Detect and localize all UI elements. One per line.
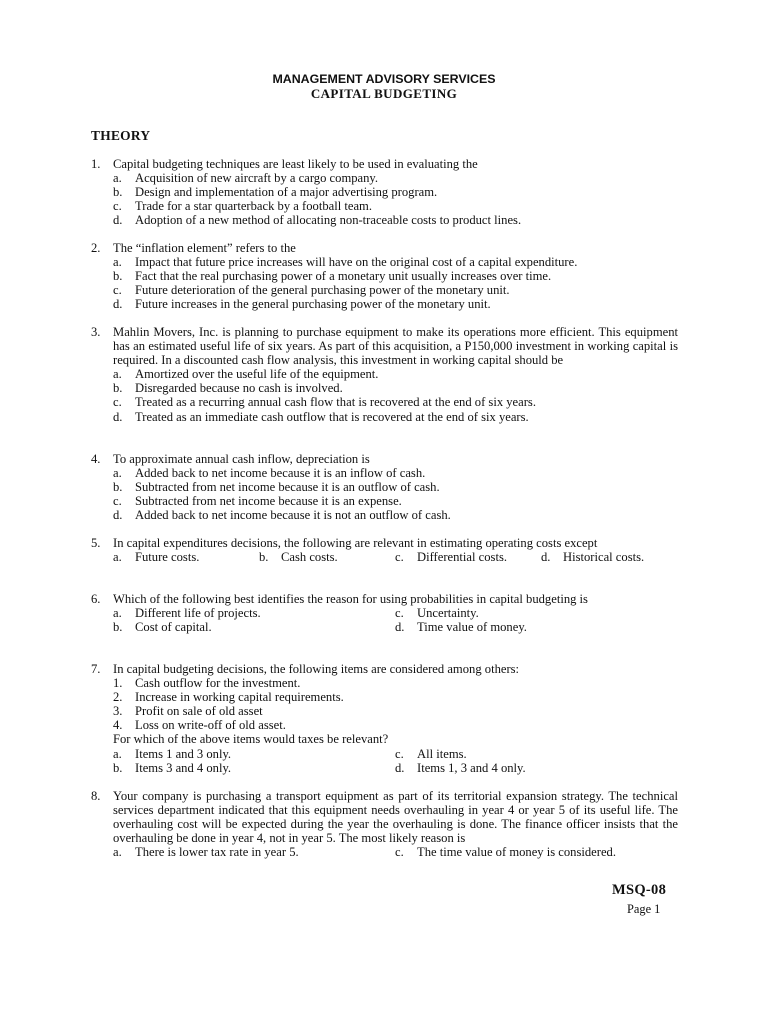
option-letter: d.	[113, 508, 123, 523]
option-b	[113, 761, 395, 775]
item-number: 1.	[113, 676, 123, 691]
question-5	[91, 536, 678, 564]
question-stem: The “inflation element” refers to the	[113, 241, 296, 255]
option-d	[113, 297, 678, 311]
option-b	[113, 269, 678, 283]
option-c	[113, 199, 678, 213]
option-letter: a.	[113, 606, 122, 621]
option-text: There is lower tax rate in year 5.	[135, 845, 299, 860]
question-stem: Your company is purchasing a transport equipment as part of its territorial expansion strategy. The technical services department indicated that this equipment needs overhauling in year 4 or year 5 of its useful life. The overhauling cost will be expected during the year the overhauling is done. The finance officer insists that the overhauling be done in year 4, not in year 5. The most likely reason is	[113, 789, 678, 846]
option-text: All items.	[417, 746, 467, 761]
option-letter: d.	[113, 409, 123, 424]
options-row	[113, 606, 678, 620]
option-letter: a.	[113, 550, 122, 565]
option-letter: c.	[113, 199, 122, 214]
option-text: Future increases in the general purchasing power of the monetary unit.	[135, 297, 491, 312]
option-text: Impact that future price increases will have on the original cost of a capital expenditure.	[135, 255, 578, 270]
option-text: Acquisition of new aircraft by a cargo company.	[135, 171, 379, 186]
option-b	[113, 480, 678, 494]
option-text: Design and implementation of a major advertising program.	[135, 185, 438, 200]
option-letter: c.	[395, 845, 404, 860]
option-d	[113, 410, 678, 424]
option-d	[113, 213, 678, 227]
item-text: Increase in working capital requirements.	[135, 690, 344, 705]
page-number: Page 1	[627, 902, 661, 916]
option-text: Future deterioration of the general purchasing power of the monetary unit.	[135, 283, 510, 298]
question-number: 5.	[91, 536, 101, 550]
option-c	[113, 494, 678, 508]
option-letter: c.	[113, 395, 122, 410]
option-a	[113, 550, 259, 564]
option-d	[395, 620, 677, 634]
option-text: Subtracted from net income because it is an expense.	[135, 494, 402, 509]
question-8	[91, 789, 678, 859]
option-text: Adoption of a new method of allocating non-traceable costs to product lines.	[135, 213, 522, 228]
question-number: 8.	[91, 789, 101, 803]
options-row	[113, 550, 678, 564]
option-text: Disregarded because no cash is involved.	[135, 381, 343, 396]
option-text: Historical costs.	[563, 550, 645, 565]
option-letter: d.	[113, 213, 123, 228]
option-letter: c.	[395, 606, 404, 621]
question-number: 7.	[91, 662, 101, 676]
section-heading: THEORY	[91, 128, 151, 143]
options-row	[113, 761, 678, 775]
option-letter: d.	[113, 297, 123, 312]
option-letter: c.	[395, 550, 404, 565]
list-item	[113, 718, 678, 732]
question-prompt: For which of the above items would taxes be relevant?	[113, 732, 389, 747]
item-text: Loss on write-off of old asset.	[135, 718, 286, 733]
option-text: Treated as a recurring annual cash flow that is recovered at the end of six years.	[135, 395, 536, 410]
option-text: Treated as an immediate cash outflow that is recovered at the end of six years.	[135, 409, 529, 424]
option-b	[259, 550, 395, 564]
list-item	[113, 690, 678, 704]
option-text: Cash costs.	[281, 550, 338, 565]
question-7	[91, 662, 678, 775]
option-c	[395, 747, 677, 761]
option-letter: d.	[395, 620, 405, 635]
question-2	[91, 241, 678, 311]
question-4	[91, 452, 678, 522]
option-letter: a.	[113, 171, 122, 186]
option-text: Trade for a star quarterback by a football team.	[135, 199, 372, 214]
option-text: Uncertainty.	[417, 606, 479, 621]
option-b	[113, 185, 678, 199]
option-letter: a.	[113, 845, 122, 860]
option-text: Cost of capital.	[135, 620, 212, 635]
option-letter: a.	[113, 367, 122, 382]
question-6	[91, 592, 678, 634]
option-letter: b.	[113, 185, 123, 200]
options-row	[113, 845, 678, 859]
option-letter: b.	[113, 760, 123, 775]
question-number: 4.	[91, 452, 101, 466]
question-stem: Which of the following best identifies the reason for using probabilities in capital budgeting is	[113, 592, 588, 606]
option-letter: b.	[259, 550, 269, 565]
question-number: 2.	[91, 241, 101, 255]
option-a	[113, 466, 678, 480]
question-number: 6.	[91, 592, 101, 606]
option-letter: c.	[113, 283, 122, 298]
question-3	[91, 325, 678, 424]
option-letter: a.	[113, 466, 122, 481]
option-b	[113, 620, 395, 634]
option-text: Added back to net income because it is not an outflow of cash.	[135, 508, 451, 523]
option-a	[113, 606, 395, 620]
item-number: 2.	[113, 690, 123, 705]
option-letter: a.	[113, 746, 122, 761]
option-text: Differential costs.	[417, 550, 507, 565]
option-letter: a.	[113, 255, 122, 270]
option-c	[395, 845, 677, 859]
option-letter: d.	[395, 760, 405, 775]
question-stem: In capital expenditures decisions, the following are relevant in estimating operating costs except	[113, 536, 598, 550]
option-d	[395, 761, 677, 775]
option-text: Items 1, 3 and 4 only.	[417, 760, 526, 775]
question-stem: Capital budgeting techniques are least likely to be used in evaluating the	[113, 157, 478, 171]
question-stem: To approximate annual cash inflow, depreciation is	[113, 452, 370, 466]
options-row	[113, 747, 678, 761]
list-item	[113, 704, 678, 718]
option-text: Amortized over the useful life of the equipment.	[135, 367, 379, 382]
option-text: Fact that the real purchasing power of a monetary unit usually increases over time.	[135, 269, 552, 284]
option-a	[113, 171, 678, 185]
option-a	[113, 255, 678, 269]
option-letter: c.	[113, 494, 122, 509]
option-letter: b.	[113, 620, 123, 635]
option-text: Time value of money.	[417, 620, 527, 635]
option-c	[395, 550, 541, 564]
option-text: Different life of projects.	[135, 606, 261, 621]
option-letter: b.	[113, 480, 123, 495]
option-c	[113, 283, 678, 297]
question-stem: In capital budgeting decisions, the following items are considered among others:	[113, 662, 520, 676]
question-number: 3.	[91, 325, 101, 339]
question-stem: Mahlin Movers, Inc. is planning to purchase equipment to make its operations more efficient. This equipment has an estimated useful life of six years. As part of this acquisition, a P150,000 investment in working capital is required. In a discounted cash flow analysis, this investment in working capital should be	[113, 325, 678, 368]
option-letter: b.	[113, 269, 123, 284]
option-text: Added back to net income because it is an inflow of cash.	[135, 466, 426, 481]
option-letter: b.	[113, 381, 123, 396]
question-number: 1.	[91, 157, 101, 171]
option-a	[113, 747, 395, 761]
option-text: Subtracted from net income because it is an outflow of cash.	[135, 480, 440, 495]
option-a	[113, 845, 395, 859]
option-letter: c.	[395, 746, 404, 761]
document-title: MANAGEMENT ADVISORY SERVICES	[272, 72, 496, 86]
question-1	[91, 157, 678, 227]
option-d	[541, 550, 644, 564]
option-c	[113, 395, 678, 409]
option-b	[113, 381, 678, 395]
document-subtitle: CAPITAL BUDGETING	[310, 86, 458, 101]
option-text: The time value of money is considered.	[417, 845, 616, 860]
options-row	[113, 620, 678, 634]
item-number: 3.	[113, 704, 123, 719]
option-text: Items 3 and 4 only.	[135, 760, 232, 775]
option-text: Items 1 and 3 only.	[135, 746, 232, 761]
item-number: 4.	[113, 718, 123, 733]
option-a	[113, 367, 678, 381]
option-letter: d.	[541, 550, 551, 565]
list-item	[113, 676, 678, 690]
document-code: MSQ-08	[612, 882, 667, 898]
item-text: Cash outflow for the investment.	[135, 676, 301, 691]
item-text: Profit on sale of old asset	[135, 704, 263, 719]
option-d	[113, 508, 678, 522]
option-text: Future costs.	[135, 550, 200, 565]
option-c	[395, 606, 677, 620]
